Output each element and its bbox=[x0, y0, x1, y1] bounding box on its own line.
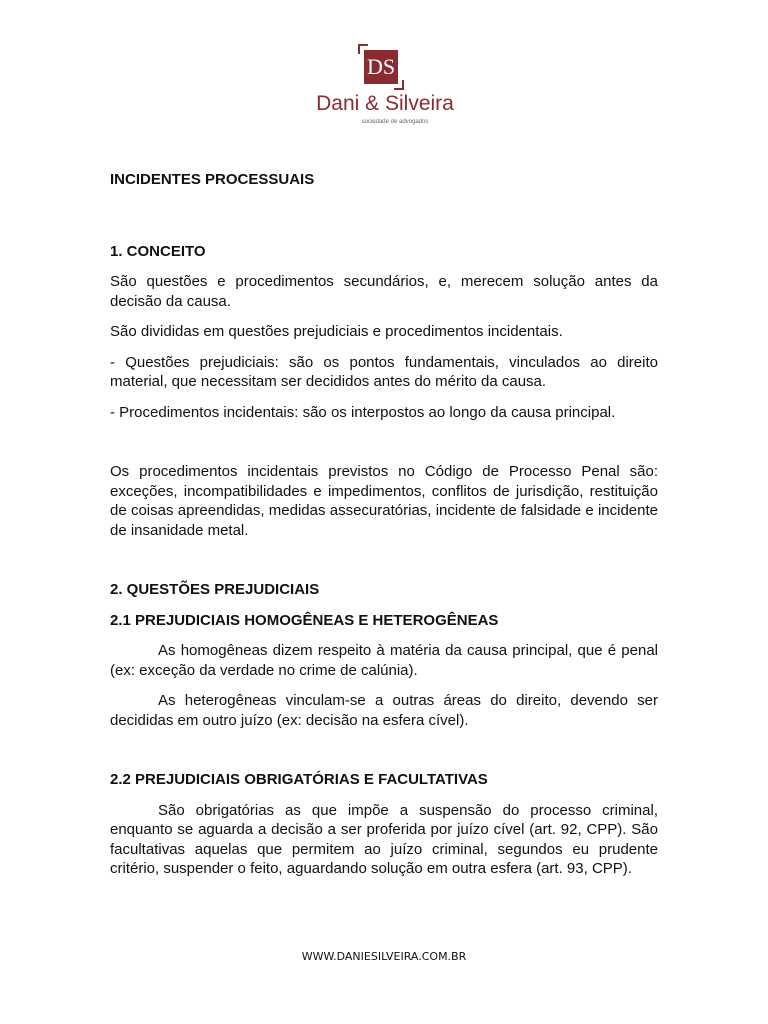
subsection-heading-mandatory: 2.2 PREJUDICIAIS OBRIGATÓRIAS E FACULTATIVAS bbox=[110, 771, 488, 788]
concept-paragraph-4: - Procedimentos incidentais: são os interpostos ao longo da causa principal. bbox=[110, 403, 616, 421]
concept-paragraph-5: Os procedimentos incidentais previstos no Código de Processo Penal são: exceções, incompatibilidades e impedimentos, conflitos de jurisdição, restituição de coisas apreendidas, medidas assecuratórias, incidente de falsidade e incidente de insanidade metal. bbox=[110, 463, 658, 539]
logo-tagline: sociedade de advogados bbox=[361, 119, 429, 125]
section-heading-prejudicial-questions: 2. QUESTÕES PREJUDICIAIS bbox=[110, 581, 320, 598]
firm-logo bbox=[312, 40, 458, 132]
logo-mark bbox=[358, 44, 404, 90]
concept-paragraph-1: São questões e procedimentos secundários, e, merecem solução antes da decisão da causa. bbox=[110, 273, 658, 310]
logo-name: Dani & Silveira bbox=[316, 92, 454, 115]
section-heading-concept: 1. CONCEITO bbox=[110, 242, 206, 260]
logo-corner-bottom-right bbox=[394, 80, 404, 90]
homogeneous-paragraph-2: As heterogêneas vinculam-se a outras áreas do direito, devendo ser decididas em outro juízo (ex: decisão na esfera cível). bbox=[110, 692, 658, 729]
document-body bbox=[110, 170, 658, 879]
logo-initials: DS bbox=[366, 54, 396, 79]
document-title: INCIDENTES PROCESSUAIS bbox=[110, 171, 315, 188]
concept-paragraph-3: - Questões prejudiciais: são os pontos fundamentais, vinculados ao direito material, que necessitam ser decididos antes do mérito da causa. bbox=[110, 353, 658, 390]
footer-website: WWW.DANIESILVEIRA.COM.BR bbox=[301, 950, 467, 963]
homogeneous-paragraph-1: As homogêneas dizem respeito à matéria da causa principal, que é penal (ex: exceção da verdade no crime de calúnia). bbox=[110, 642, 658, 679]
subsection-heading-homogeneous: 2.1 PREJUDICIAIS HOMOGÊNEAS E HETEROGÊNEAS bbox=[110, 611, 499, 629]
mandatory-paragraph-1: São obrigatórias as que impõe a suspensão do processo criminal, enquanto se aguarda a decisão a ser proferida por juízo cível (art. 92, CPP). São facultativas aquelas que permitem ao juízo criminal, segundos eu prudente critério, suspender o feito, aguardando solução em outra esfera (art. 93, CPP). bbox=[110, 801, 658, 877]
concept-paragraph-2: São divididas em questões prejudiciais e procedimentos incidentais. bbox=[110, 323, 563, 340]
